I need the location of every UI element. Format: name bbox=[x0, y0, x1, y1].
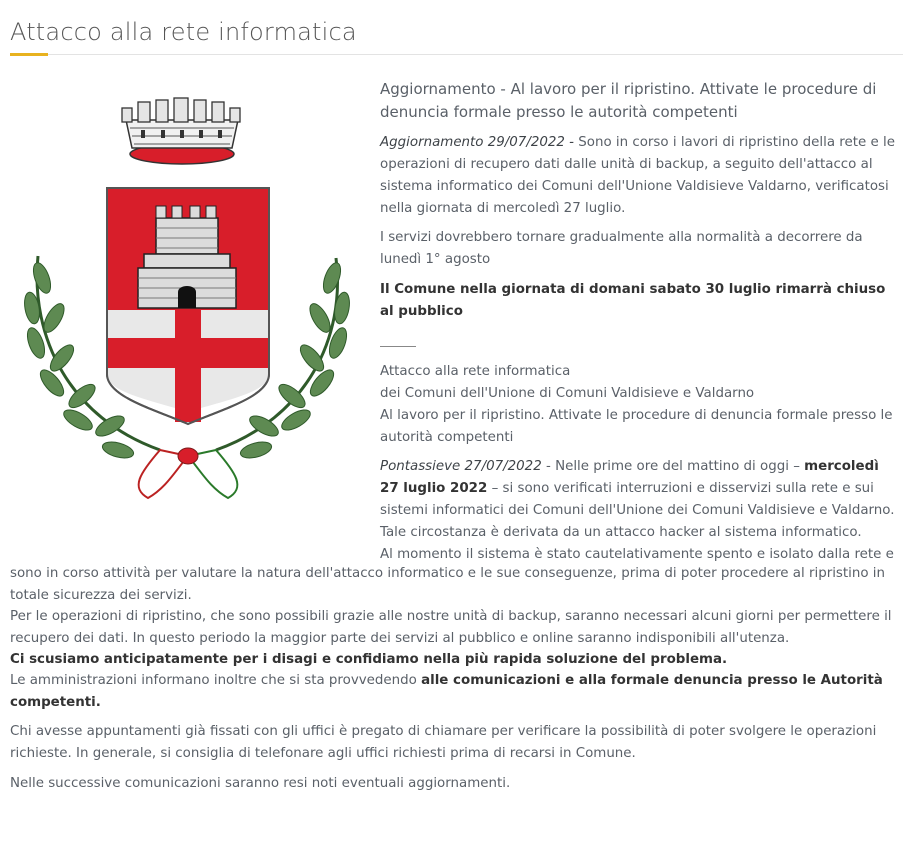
title-accent-bar bbox=[10, 53, 48, 56]
apology-text: Ci scusiamo anticipatamente per i disagi e confidiamo nella più rapida soluzione del problema. bbox=[10, 652, 728, 667]
report-text-a: - Nelle prime ore del mattino di oggi – bbox=[541, 459, 805, 474]
closed-notice bbox=[380, 279, 900, 323]
report-paragraph bbox=[380, 456, 900, 566]
update-paragraph bbox=[380, 132, 900, 220]
lead-paragraph: Aggiornamento - Al lavoro per il ripristino. Attivate le procedure di denuncia formale presso le autorità competenti bbox=[380, 80, 877, 121]
report-bold-date: mercoledì 27 luglio 2022 bbox=[380, 459, 879, 496]
update-text: Sono in corso i lavori di ripristino della rete e le operazioni di recupero dati dalle unità di backup, a seguito dell'attacco al sistema informatico dei Comuni dell'Unione Valdisieve Valdarno, verificatosi nella giornata di mercoledì 27 luglio. bbox=[380, 135, 895, 216]
system-off-continued: sono in corso attività per valutare la natura dell'attacco informatico e le sue conseguenze, prima di poter procedere al ripristino in totale sicurezza dei servizi. bbox=[10, 566, 886, 603]
original-line-3: Al lavoro per il ripristino. Attivate le procedure di denuncia formale presso le autorità competenti bbox=[380, 408, 893, 445]
restore-operations-paragraph: Per le operazioni di ripristino, che sono possibili grazie alle nostre unità di backup, saranno necessari alcuni giorni per permettere il recupero dei dati. In questo periodo la maggior parte dei servizi al pubblico e online saranno indisponibili all'utenza. bbox=[10, 609, 892, 646]
coat-of-arms-image bbox=[10, 78, 368, 522]
page-title: Attacco alla rete informatica bbox=[10, 18, 357, 46]
report-text-b: – si sono verificati interruzioni e disservizi sulla rete e sui sistemi informatici dei Comuni dell'Unione dei Comuni Valdisieve e Valdarno. Tale circostanza è derivata da un attacco hacker al sistema informatico. bbox=[380, 481, 895, 540]
admin-info-paragraph bbox=[10, 670, 905, 714]
title-divider bbox=[10, 54, 903, 55]
admin-info-bold: alle comunicazioni e alla formale denuncia presso le Autorità competenti. bbox=[10, 673, 883, 710]
original-line-1: Attacco alla rete informatica bbox=[380, 364, 571, 379]
closed-notice-text: Il Comune nella giornata di domani sabato 30 luglio rimarrà chiuso al pubblico bbox=[380, 282, 886, 319]
admin-info-text: Le amministrazioni informano inoltre che si sta provvedendo bbox=[10, 673, 422, 688]
services-return-paragraph: I servizi dovrebbero tornare gradualmente alla normalità a decorrere da lunedì 1° agosto bbox=[380, 230, 863, 267]
separator bbox=[380, 346, 900, 347]
update-date: Aggiornamento 29/07/2022 - bbox=[380, 135, 575, 150]
original-announcement bbox=[380, 361, 900, 449]
appointments-paragraph: Chi avesse appuntamenti già fissati con gli uffici è pregato di chiamare per verificare la possibilità di poter svolgere le operazioni richieste. In generale, si consiglia di telefonare agli uffici richiesti prima di recarsi in Comune. bbox=[10, 724, 877, 761]
crown-icon bbox=[122, 98, 240, 164]
report-place-date: Pontassieve 27/07/2022 bbox=[380, 459, 542, 474]
original-line-2: dei Comuni dell'Unione di Comuni Valdisieve e Valdarno bbox=[380, 386, 755, 401]
next-updates-paragraph: Nelle successive comunicazioni saranno resi noti eventuali aggiornamenti. bbox=[10, 776, 511, 791]
apology-paragraph bbox=[10, 649, 905, 671]
system-off-start: Al momento il sistema è stato cautelativamente spento e isolato dalla rete e bbox=[380, 547, 894, 562]
